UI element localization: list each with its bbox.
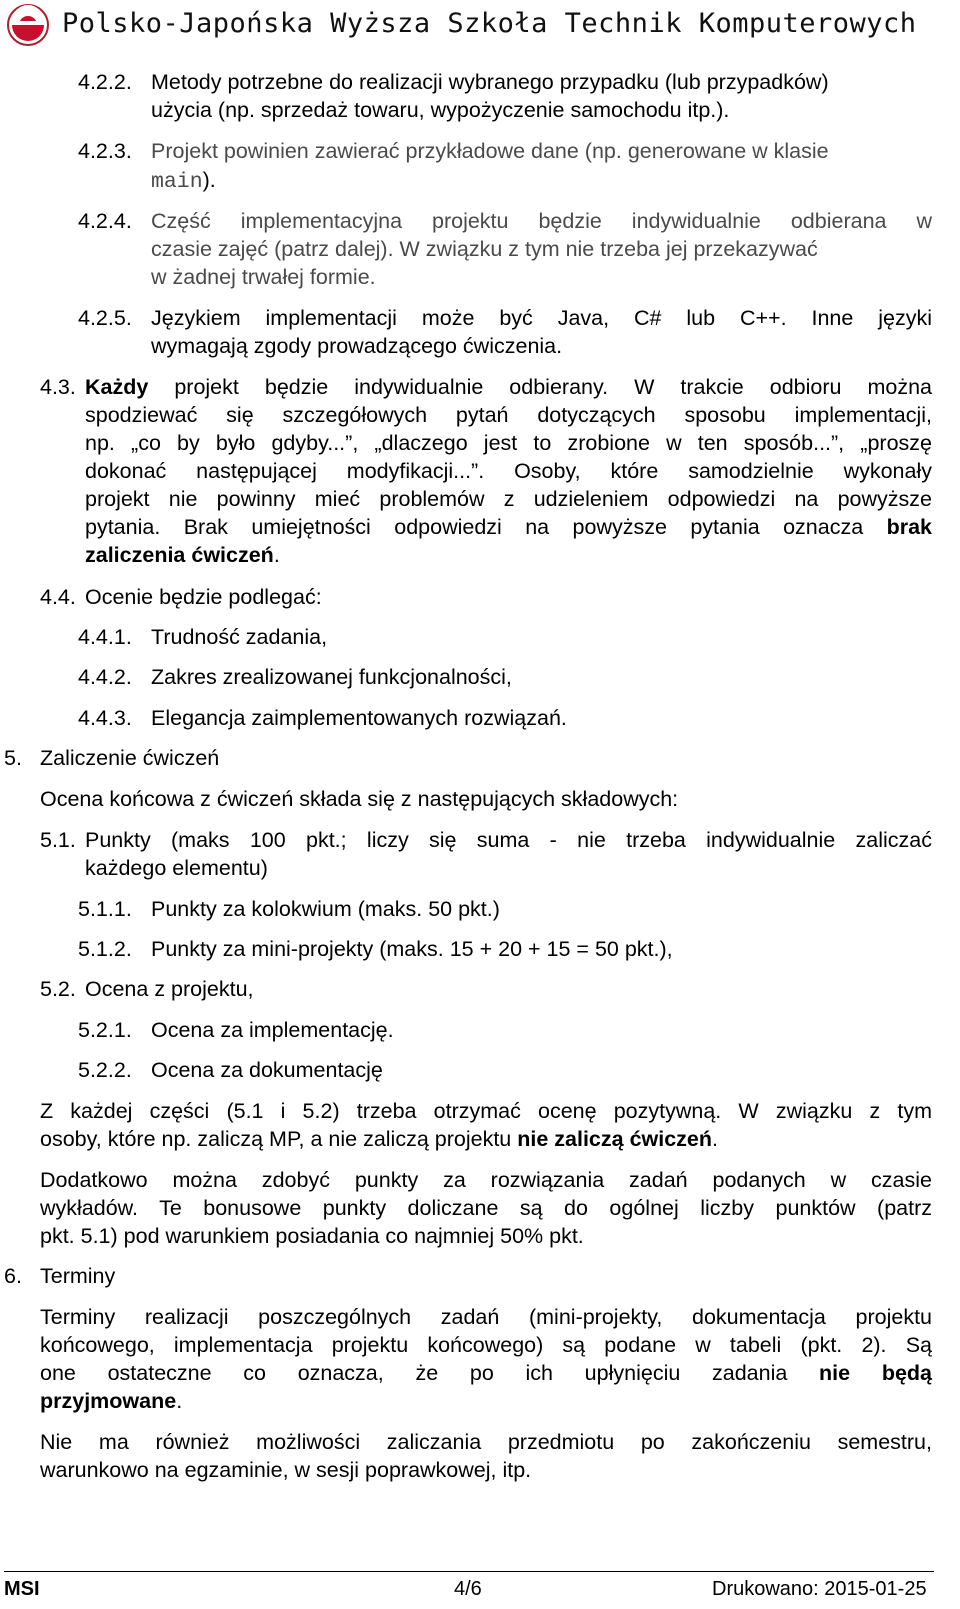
item-text: każdego elementu) (85, 856, 268, 880)
paragraph: Dodatkowo można zdobyć punkty za rozwiązania zadań podanych w czasie (40, 1168, 932, 1192)
paragraph: Terminy realizacji poszczególnych zadań (mini-projekty, dokumentacja projektu (40, 1305, 932, 1329)
item-text: Trudność zadania, (151, 625, 328, 649)
item-number: 5.1. (40, 828, 76, 852)
item-text: Ocena z projektu, (85, 977, 254, 1001)
item-number: 5.1.1. (78, 897, 132, 921)
item-text: w żadnej trwałej formie. (151, 265, 376, 289)
item-text: Punkty (maks 100 pkt.; liczy się suma - nie trzeba indywidualnie zaliczać (85, 828, 932, 852)
item-number: 4.4.1. (78, 625, 132, 649)
paragraph: warunkowo na egzaminie, w sesji poprawkowej, itp. (40, 1458, 532, 1482)
item-number: 5.2.1. (78, 1018, 132, 1042)
item-text: czasie zajęć (patrz dalej). W związku z tym nie trzeba jej przekazywać (151, 237, 818, 261)
item-number: 5.2. (40, 977, 76, 1001)
paragraph: Ocena końcowa z ćwiczeń składa się z następujących składowych: (40, 787, 679, 811)
item-number: 5.1.2. (78, 937, 132, 961)
item-text: Część implementacyjna projektu będzie indywidualnie odbierana w (151, 209, 932, 233)
footer-course: MSI (4, 1578, 40, 1600)
item-text: Punkty za mini-projekty (maks. 15 + 20 + 15 = 50 pkt.), (151, 937, 673, 961)
item-text: Projekt powinien zawierać przykładowe dane (np. generowane w klasie (151, 139, 829, 163)
paragraph: one ostateczne co oznacza, że po ich upłynięciu zadania nie będą (40, 1361, 933, 1385)
section-title: Zaliczenie ćwiczeń (40, 746, 220, 770)
item-text: dokonać następującej modyfikacji...”. Osoby, które samodzielnie wykonały (85, 459, 932, 483)
item-text: Ocena za dokumentację (151, 1058, 383, 1082)
item-number: 4.2.3. (78, 139, 132, 163)
footer-page-number: 4/6 (454, 1578, 482, 1600)
paragraph: przyjmowane. (40, 1389, 183, 1413)
page-header (0, 0, 960, 52)
item-text: Metody potrzebne do realizacji wybranego przypadku (lub przypadków) (151, 70, 829, 94)
item-text: użycia (np. sprzedaż towaru, wypożyczenie samochodu itp.). (151, 98, 730, 122)
item-number: 4.4.3. (78, 706, 132, 730)
item-number: 4.2.5. (78, 306, 132, 330)
item-number: 4.4.2. (78, 665, 132, 689)
code-text: main (151, 170, 203, 194)
item-text: zaliczenia ćwiczeń. (85, 543, 280, 567)
item-text: projekt nie powinny mieć problemów z udzieleniem odpowiedzi na powyższe (85, 487, 932, 511)
item-number: 4.2.2. (78, 70, 132, 94)
university-logo-icon (6, 3, 50, 47)
item-text: Elegancja zaimplementowanych rozwiązań. (151, 706, 567, 730)
section-number: 6. (4, 1264, 22, 1288)
item-text: np. „co by było gdyby...”, „dlaczego jest to zrobione w ten sposób...”, „proszę (85, 431, 932, 455)
item-number: 4.4. (40, 585, 76, 609)
item-text: wymagają zgody prowadzącego ćwiczenia. (151, 334, 563, 358)
item-number: 4.3. (40, 375, 76, 399)
paragraph: Nie ma również możliwości zaliczania przedmiotu po zakończeniu semestru, (40, 1430, 932, 1454)
footer-print-date: Drukowano: 2015-01-25 (712, 1578, 927, 1600)
item-number: 4.2.4. (78, 209, 132, 233)
paragraph: końcowego, implementacja projektu końcowego) są podane w tabeli (pkt. 2). Są (40, 1333, 932, 1357)
item-text: Ocenie będzie podlegać: (85, 585, 322, 609)
item-number: 5.2.2. (78, 1058, 132, 1082)
section-number: 5. (4, 746, 22, 770)
item-text: main). (151, 168, 216, 194)
section-title: Terminy (40, 1264, 116, 1288)
item-text: Ocena za implementację. (151, 1018, 394, 1042)
paragraph: osoby, które np. zaliczą MP, a nie zaliczą projektu nie zaliczą ćwiczeń. (40, 1127, 718, 1151)
school-name: Polsko-Japońska Wyższa Szkoła Technik Komputerowych (62, 8, 917, 39)
paragraph: wykładów. Te bonusowe punkty doliczane są do ogólnej liczby punktów (patrz (40, 1196, 932, 1220)
item-text: Każdy projekt będzie indywidualnie odbierany. W trakcie odbioru można (85, 375, 932, 399)
item-text: pytania. Brak umiejętności odpowiedzi na powyższe pytania oznacza brak (85, 515, 932, 539)
item-text: Językiem implementacji może być Java, C# lub C++. Inne języki (151, 306, 932, 330)
item-text: Punkty za kolokwium (maks. 50 pkt.) (151, 897, 500, 921)
paragraph: Z każdej części (5.1 i 5.2) trzeba otrzymać ocenę pozytywną. W związku z tym (40, 1099, 932, 1123)
item-text: Zakres zrealizowanej funkcjonalności, (151, 665, 512, 689)
paragraph: pkt. 5.1) pod warunkiem posiadania co najmniej 50% pkt. (40, 1224, 584, 1248)
item-text: spodziewać się szczegółowych pytań dotyczących sposobu implementacji, (85, 403, 932, 427)
footer-divider (4, 1571, 934, 1572)
